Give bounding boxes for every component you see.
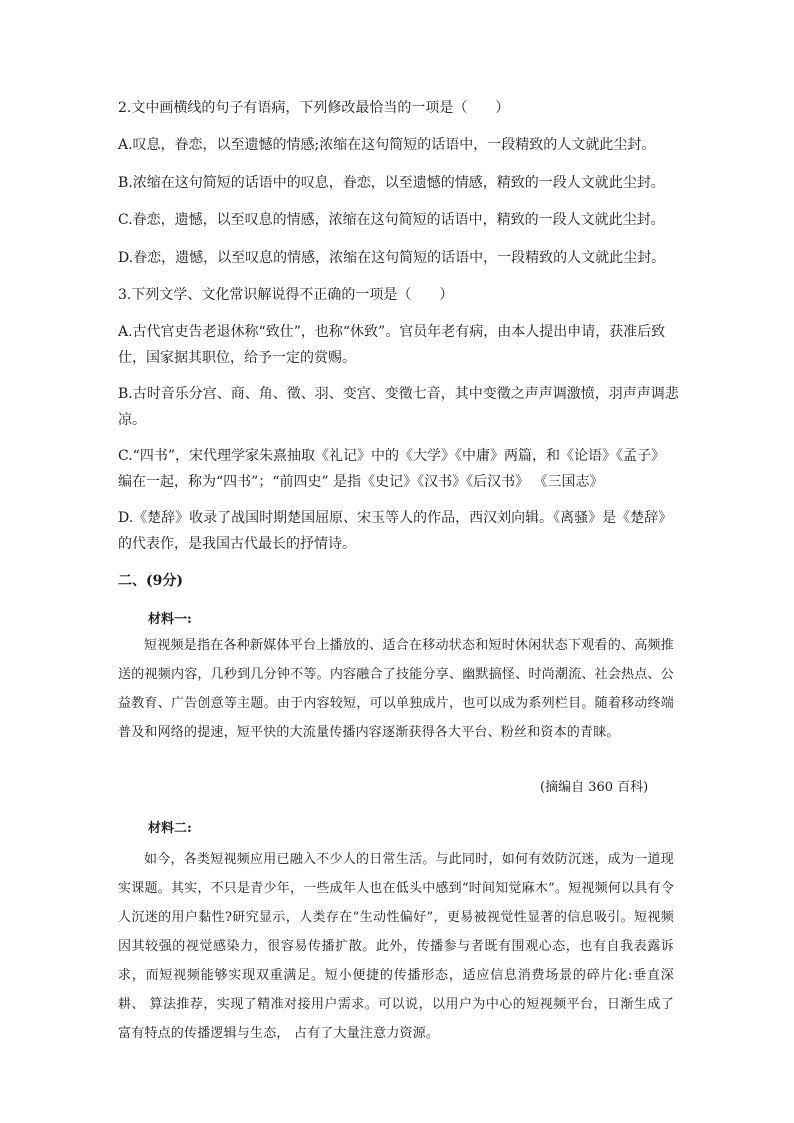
question-2-option-c: C.眷恋，遗憾，以至叹息的情感，浓缩在这句简短的话语中，精致的一段人文就此尘封。 xyxy=(118,212,665,228)
material-1-text: 短视频是指在各种新媒体平台上播放的、适合在移动状态和短时休闲状态下观看的、高频推送的视频内容，几秒到几分钟不等。内容融合了技能分享、幽默搞怪、时尚潮流、社会热点、公益教育、广告创意等主题。由于内容较短，可以单独成片，也可以成为系列栏目。随着移动终端普及和网络的提速，短平快的大流量传播内容逐渐获得各大平台、粉丝和资本的青睐。 xyxy=(118,638,674,740)
question-3-option-d-line1: D.《楚辞》收录了战国时期楚国屈原、宋玉等人的作品，西汉刘向辑。《离骚》是《楚辞》 xyxy=(118,510,673,526)
question-2-option-a: A.叹息，眷恋，以至遗憾的情感;浓缩在这句简短的话语中，一段精致的人文就此尘封。 xyxy=(118,137,656,153)
question-3-option-a-line1: A.古代官吏告老退休称“致仕”，也称“休致”。官员年老有病，由本人提出申请，获准后致 xyxy=(118,324,666,340)
question-3-stem: 3.下列文学、文化常识解说得不正确的一项是（ ） xyxy=(118,287,454,303)
material-2-title: 材料二: xyxy=(148,821,192,836)
question-2-stem: 2.文中画横线的句子有语病，下列修改最恰当的一项是（ ） xyxy=(118,100,510,116)
question-3-option-a-line2: 仕，国家据其职位，给予一定的赏赐。 xyxy=(118,350,356,366)
material-1-title: 材料一: xyxy=(148,612,192,627)
question-3-option-c-line2: 编在一起，称为“四书”；“前四史” 是指《史记》《汉书》《后汉书》 《三国志》 xyxy=(118,474,604,490)
material-1-source: (摘编自 360 百科) xyxy=(540,780,649,795)
question-3-option-b-line2: 凉。 xyxy=(118,412,146,428)
question-2-option-b: B.浓缩在这句简短的话语中的叹息，眷恋，以至遗憾的情感，精致的一段人文就此尘封。 xyxy=(118,175,665,191)
section-2-heading: 二、(9分) xyxy=(118,573,183,589)
question-2-option-d: D.眷恋，遗憾，以至叹息的情感，浓缩在这句简短的话语中，一段精致的人文就此尘封。 xyxy=(118,250,666,266)
material-2-text: 如今，各类短视频应用已融入不少人的日常生活。与此同时，如何有效防沉迷，成为一道现实课题。其实，不只是青少年，一些成年人也在低头中感到“时间知觉麻木”。短视频何以具有令人沉迷的用户黏性?研究显示，人类存在“生动性偏好”，更易被视觉性显著的信息吸引。短视频因其较强的视觉感染力，很容易传播扩散。此外，传播参与者既有围观心态，也有自我表露诉求，而短视频能够实现双重满足。短小便捷的传播形态，适应信息消费场景的碎片化:垂直深耕、 算法推荐，实现了精准对接用户需求。可以说，以用户为中心的短视频平台，日渐生成了富有特点的传播逻辑与生态， 占有了大量注意力资源。 xyxy=(118,852,674,1041)
question-3-option-c-line1: C.“四书”，宋代理学家朱熹抽取《礼记》中的《大学》《中庸》两篇，和《论语》《孟子》 xyxy=(118,448,665,464)
question-3-option-d-line2: 的代表作，是我国古代最长的抒情诗。 xyxy=(118,536,356,552)
question-3-option-b-line1: B.古时音乐分宫、商、角、徵、羽、变宫、变徵七音，其中变徵之声声调激愤，羽声声调悲 xyxy=(118,386,679,402)
